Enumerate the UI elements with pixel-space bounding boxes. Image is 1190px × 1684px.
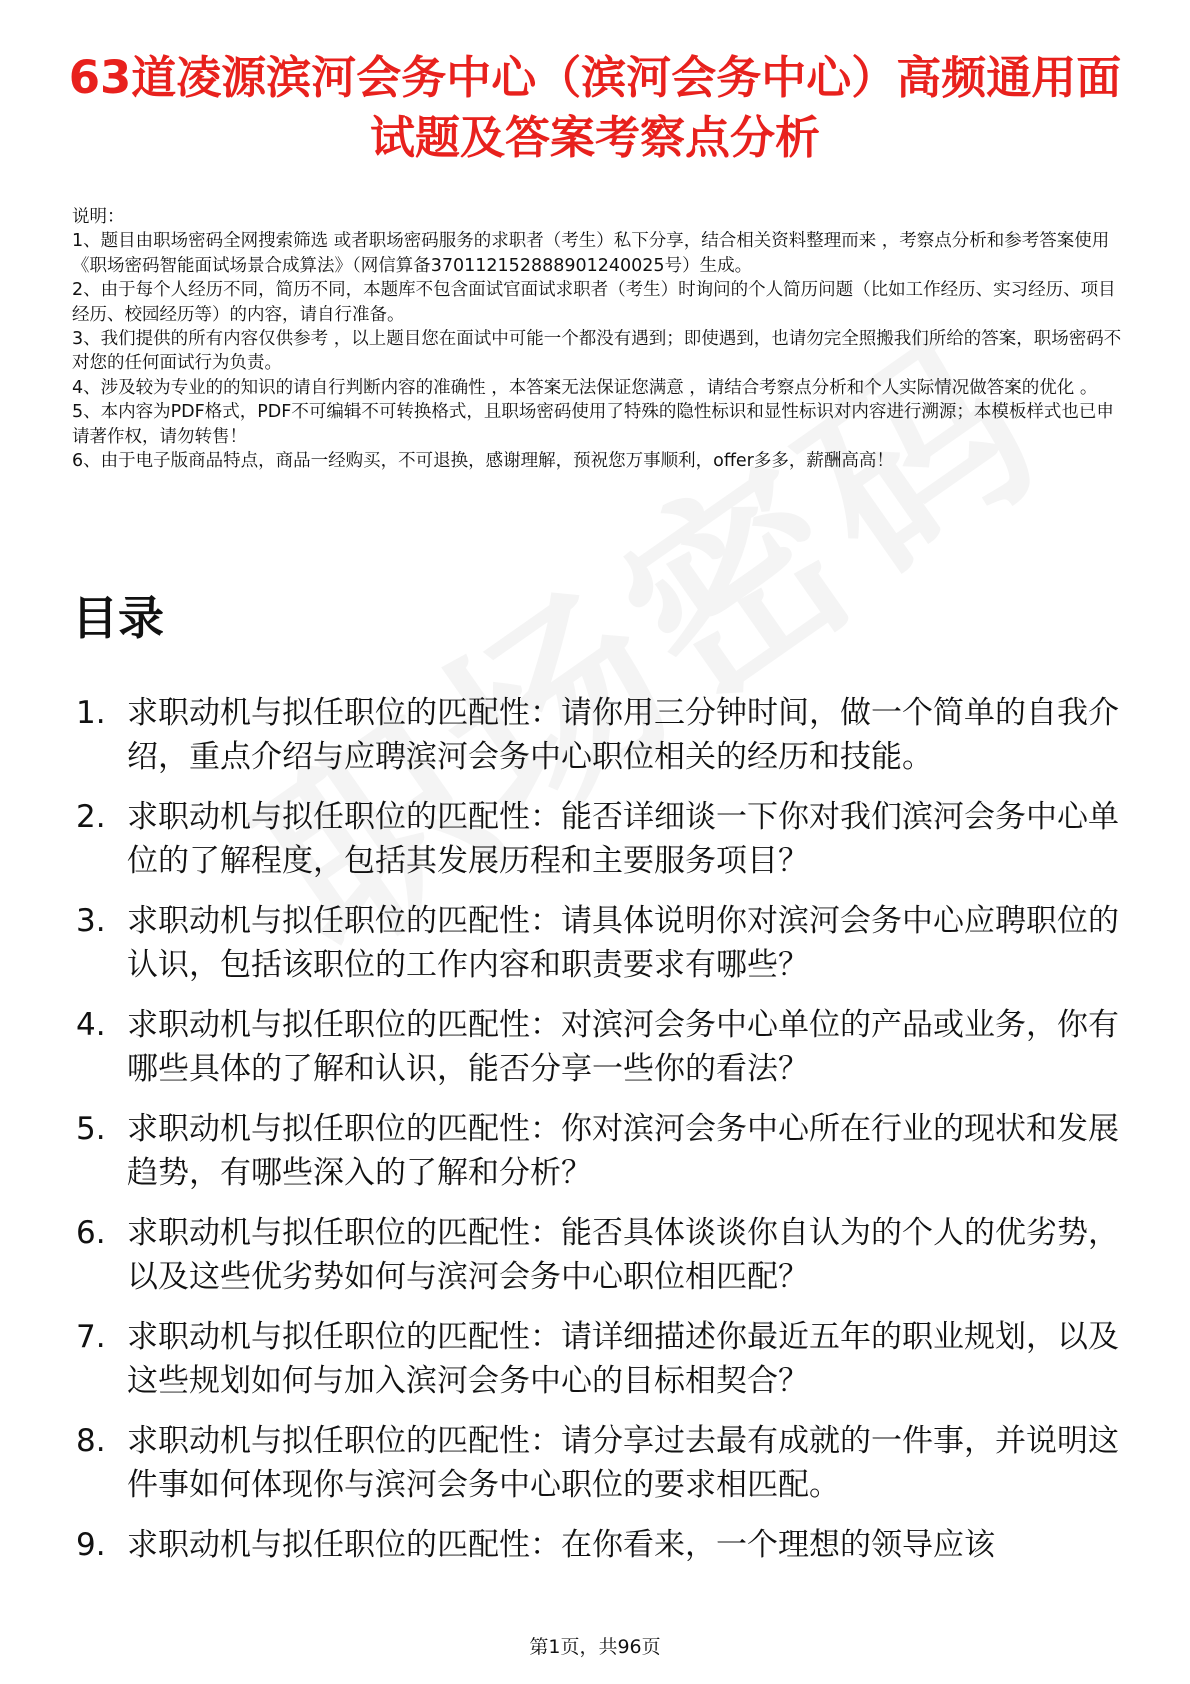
page-footer: 第1页，共96页 bbox=[529, 1636, 661, 1658]
toc-item-text: 求职动机与拟任职位的匹配性：能否详细谈一下你对我们滨河会务中心单位的了解程度，包括其发展历程和主要服务项目？ bbox=[127, 799, 1119, 879]
toc-item-text: 求职动机与拟任职位的匹配性：你对滨河会务中心所在行业的现状和发展趋势，有哪些深入的了解和分析？ bbox=[127, 1111, 1119, 1191]
note-item: 4、涉及较为专业的的知识的请自行判断内容的准确性 ，本答案无法保证您满意 ，请结合考察点分析和个人实际情况做答案的优化 。 bbox=[72, 377, 1098, 398]
toc-item[interactable] bbox=[72, 1420, 1132, 1507]
toc-item[interactable] bbox=[72, 692, 1132, 779]
note-item: 2、由于每个人经历不同，简历不同，本题库不包含面试官面试求职者（考生）时询问的个人简历问题（比如工作经历、实习经历、项目经历、校园经历等）的内容，请自行准备。 bbox=[72, 280, 1116, 325]
toc-item-text: 求职动机与拟任职位的匹配性：对滨河会务中心单位的产品或业务，你有哪些具体的了解和认识，能否分享一些你的看法？ bbox=[127, 1007, 1119, 1087]
toc-item[interactable] bbox=[72, 1316, 1132, 1403]
toc-item-number: 6. bbox=[76, 1215, 106, 1251]
toc-item[interactable] bbox=[72, 900, 1132, 987]
toc-item-number: 7. bbox=[76, 1319, 106, 1355]
notes-section bbox=[72, 205, 1122, 473]
toc-item-text: 求职动机与拟任职位的匹配性：请分享过去最有成就的一件事，并说明这件事如何体现你与滨河会务中心职位的要求相匹配。 bbox=[127, 1423, 1119, 1503]
toc-item-number: 8. bbox=[76, 1423, 106, 1459]
toc-item[interactable] bbox=[72, 1212, 1132, 1299]
toc-item-number: 9. bbox=[76, 1527, 106, 1563]
note-item: 5、本内容为PDF格式，PDF不可编辑不可转换格式，且职场密码使用了特殊的隐性标识和显性标识对内容进行溯源；本模板样式也已申请著作权，请勿转售！ bbox=[72, 402, 1114, 447]
toc-item-number: 3. bbox=[76, 903, 106, 939]
document-title: 63道凌源滨河会务中心（滨河会务中心）高频通用面试题及答案考察点分析 bbox=[68, 51, 1122, 164]
toc-item[interactable] bbox=[72, 1524, 1132, 1568]
toc-item[interactable] bbox=[72, 796, 1132, 883]
toc-item[interactable] bbox=[72, 1004, 1132, 1091]
note-item: 3、我们提供的所有内容仅供参考 ，以上题目您在面试中可能一个都没有遇到；即使遇到，也请勿完全照搬我们所给的答案，职场密码不对您的任何面试行为负责。 bbox=[72, 329, 1122, 374]
toc-item-text: 求职动机与拟任职位的匹配性：请具体说明你对滨河会务中心应聘职位的认识，包括该职位的工作内容和职责要求有哪些？ bbox=[127, 903, 1119, 983]
toc-item-number: 5. bbox=[76, 1111, 106, 1147]
toc-item-number: 2. bbox=[76, 799, 106, 835]
toc-item-text: 求职动机与拟任职位的匹配性：能否具体谈谈你自认为的个人的优劣势，以及这些优劣势如何与滨河会务中心职位相匹配？ bbox=[127, 1215, 1119, 1295]
toc-item-text: 求职动机与拟任职位的匹配性：请详细描述你最近五年的职业规划，以及这些规划如何与加入滨河会务中心的目标相契合？ bbox=[127, 1319, 1119, 1399]
toc-item[interactable] bbox=[72, 1108, 1132, 1195]
toc-list bbox=[72, 692, 1132, 1585]
toc-item-text: 求职动机与拟任职位的匹配性：在你看来，一个理想的领导应该 bbox=[127, 1527, 995, 1563]
note-item: 6、由于电子版商品特点，商品一经购买，不可退换，感谢理解，预祝您万事顺利，offer多多，薪酬高高！ bbox=[72, 451, 894, 472]
toc-item-number: 4. bbox=[76, 1007, 106, 1043]
toc-item-text: 求职动机与拟任职位的匹配性：请你用三分钟时间，做一个简单的自我介绍，重点介绍与应聘滨河会务中心职位相关的经历和技能。 bbox=[127, 695, 1119, 775]
toc-item-number: 1. bbox=[76, 695, 106, 731]
toc-heading: 目录 bbox=[72, 591, 164, 645]
note-item: 1、题目由职场密码全网搜索筛选 或者职场密码服务的求职者（考生）私下分享，结合相关资料整理而来 ，考察点分析和参考答案使用《职场密码智能面试场景合成算法》（网信算备370112152888901240025号）生成。 bbox=[72, 231, 1110, 276]
notes-label: 说明： bbox=[72, 207, 125, 227]
